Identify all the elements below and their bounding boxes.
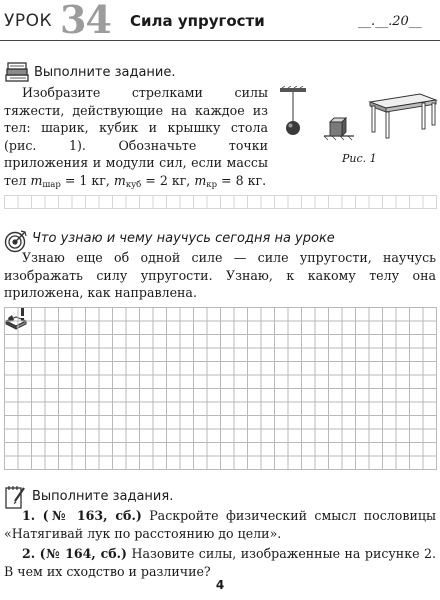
answer-grid-small[interactable] bbox=[4, 195, 437, 209]
mass-value-3: = 8 кг. bbox=[217, 172, 267, 188]
task-2 bbox=[4, 545, 436, 580]
task-1-ref: (№ 163, сб.) bbox=[42, 508, 142, 523]
figure-1 bbox=[272, 86, 438, 150]
header-divider bbox=[0, 40, 440, 41]
mass-sub-1: шар bbox=[42, 179, 61, 190]
date-field: __.__.20__ bbox=[358, 14, 422, 29]
goals-text bbox=[4, 249, 436, 302]
goals-paragraph: Узнаю еще об одной силе — силе упругости, научусь изображать силу упругости. Узнаю, к какому телу она приложена, как направлена. bbox=[4, 250, 436, 300]
mass-sub-3: кр bbox=[206, 179, 218, 190]
task-2-text: Назовите силы, изображенные на рисунке 2. В чем их сходство и различие? bbox=[4, 546, 437, 579]
task-2-number: 2. bbox=[22, 546, 36, 561]
section-title-task: Выполните задание. bbox=[34, 65, 176, 80]
answer-grid-large[interactable] bbox=[4, 307, 437, 470]
page-number: 4 bbox=[215, 578, 225, 592]
lesson-title: Сила упругости bbox=[130, 12, 265, 30]
cube bbox=[324, 118, 354, 140]
lesson-header bbox=[0, 0, 440, 40]
ball bbox=[286, 121, 300, 135]
mass-symbol-1: m bbox=[30, 172, 43, 188]
lesson-word: УРОК bbox=[4, 11, 53, 31]
task-1-number: 1. bbox=[22, 508, 36, 523]
figure-caption: Рис. 1 bbox=[342, 152, 377, 165]
mass-symbol-2: m bbox=[113, 172, 126, 188]
ceiling-mount bbox=[280, 86, 306, 92]
mass-sub-2: куб bbox=[125, 179, 142, 190]
table bbox=[370, 94, 436, 138]
task-1-text: Раскройте физический смысл пословицы «Натягивай лук по расстоянию до цели». bbox=[4, 508, 436, 541]
task-text bbox=[4, 84, 268, 194]
lesson-number: 34 bbox=[60, 0, 111, 42]
task-2-ref: (№ 164, сб.) bbox=[39, 546, 128, 561]
task-main-text: Изобразите стрелками силы тяжести, действующие на каждое из тел: шарик, кубик и крышку стола (рис. 1). Обозначьте точки приложения и модули сил, если массы тел bbox=[4, 85, 268, 188]
books-icon bbox=[4, 60, 30, 84]
task-1 bbox=[4, 507, 436, 542]
mass-value-2: = 2 кг, bbox=[141, 172, 195, 188]
mass-symbol-3: m bbox=[194, 172, 207, 188]
section-title-tasks: Выполните задания. bbox=[32, 489, 174, 504]
mass-value-1: = 1 кг, bbox=[60, 172, 110, 188]
section-title-goals: Что узнаю и чему научусь сегодня на уроке bbox=[32, 231, 335, 246]
